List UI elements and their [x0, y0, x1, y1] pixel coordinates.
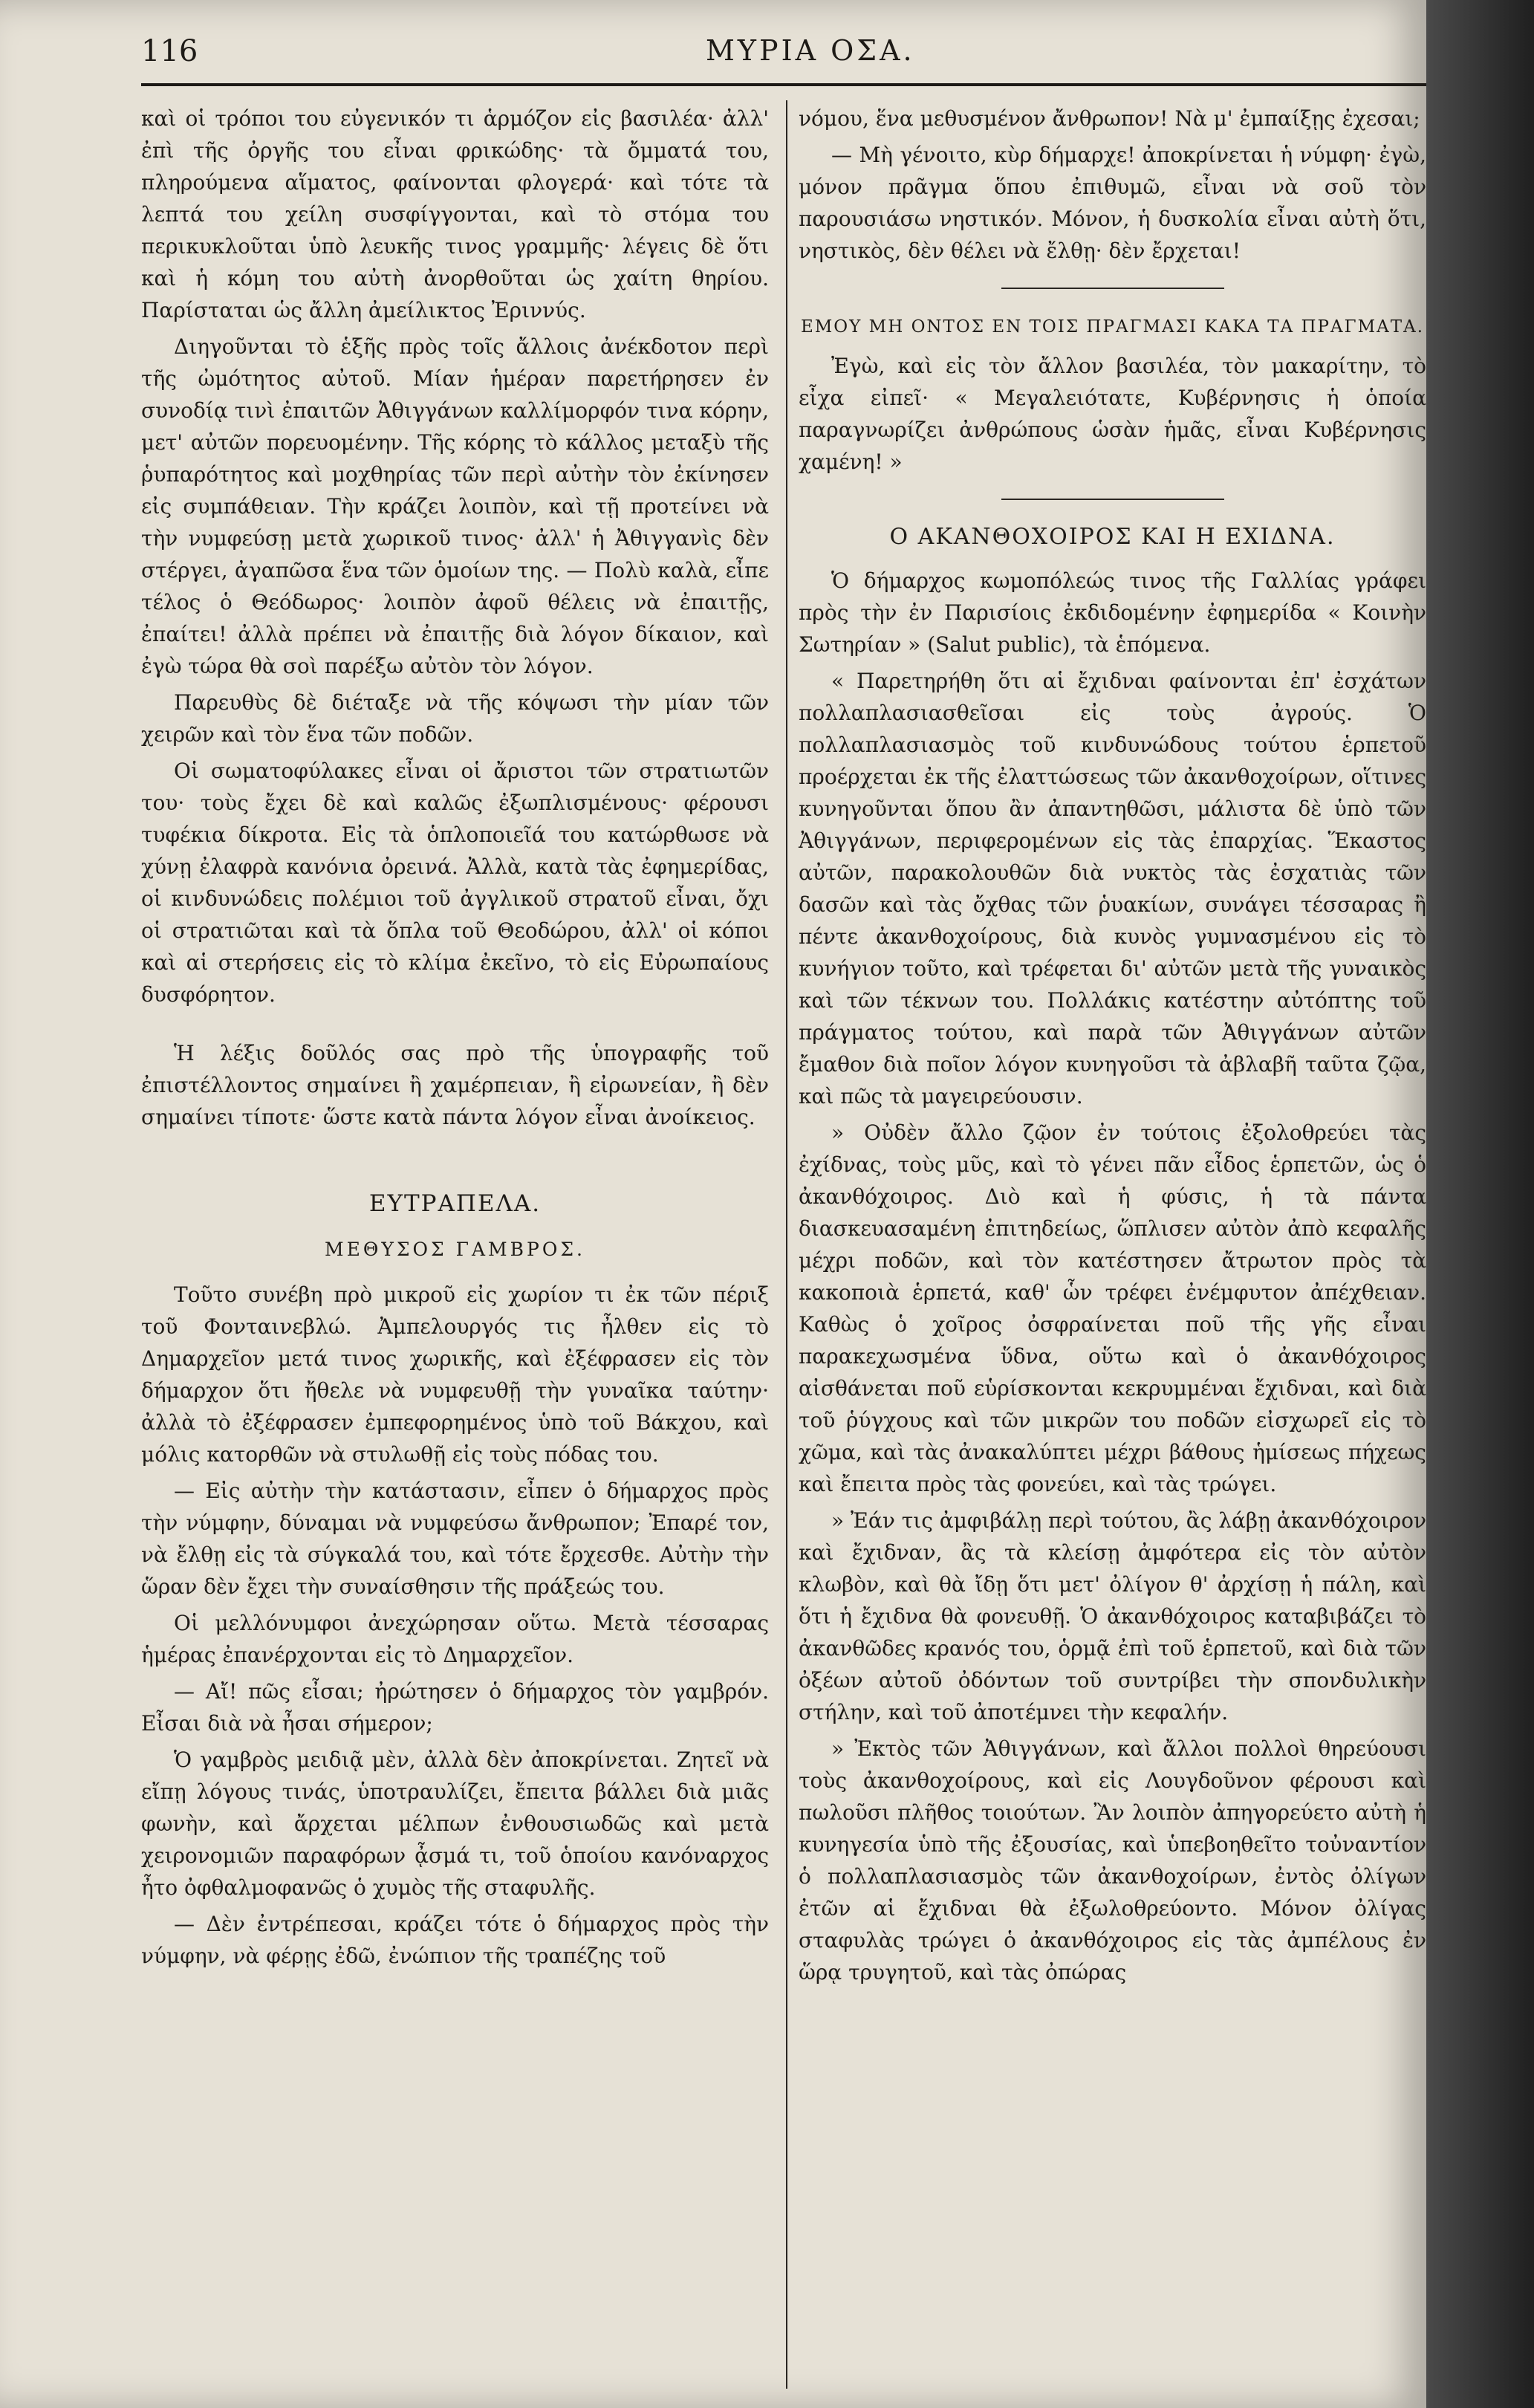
paragraph: Οἱ σωματοφύλακες εἶναι οἱ ἄριστοι τῶν στρατιωτῶν του· τοὺς ἔχει δὲ καὶ καλῶς ἐξωπλισμένους· φέρουσι τυφέκια δίκροτα. Εἰς τὰ ὁπλοποιεῖά του κατώρθωσε νὰ χύνῃ ἐλαφρὰ κανόνια ὀρεινά. Ἀλλὰ, κατὰ τὰς ἐφημερίδας, οἱ κινδυνώδεις πολέμιοι τοῦ ἀγγλικοῦ στρατοῦ εἶναι, ὄχι οἱ στρατιῶται καὶ τὰ ὅπλα τοῦ Θεοδώρου, ἀλλ' οἱ κόποι καὶ αἱ στερήσεις εἰς τὸ κλίμα ἐκεῖνο, τὸ εἰς Εὐρωπαίους δυσφόρητον. — [141, 759, 769, 1007]
column-divider — [786, 100, 787, 2389]
paragraph: — Εἰς αὐτὴν τὴν κατάστασιν, εἶπεν ὁ δήμαρχος πρὸς τὴν νύμφην, δύναμαι νὰ νυμφεύσω ἄνθρωπον; Ἐπαρέ τον, νὰ ἔλθῃ εἰς τὰ σύγκαλά του, καὶ τότε ἔρχεσθε. Αὐτὴν τὴν ὥραν δὲν ἔχει τὴν συναίσθησιν τῆς πράξεώς του. — [141, 1479, 769, 1599]
paragraph: « Παρετηρήθη ὅτι αἱ ἔχιδναι φαίνονται ἐπ' ἐσχάτων πολλαπλασιασθεῖσαι εἰς τοὺς ἀγρούς. Ὁ πολλαπλασιασμὸς τοῦ κινδυνώδους τούτου ἑρπετοῦ προέρχεται ἐκ τῆς ἐλαττώσεως τῶν ἀκανθοχοίρων, οἵτινες κυνηγοῦνται ὅπου ἂν ἀπαντηθῶσι, μάλιστα δὲ ὑπὸ τῶν Ἀθιγγάνων, περιφερομένων εἰς τὰς ἐπαρχίας. Ἕκαστος αὐτῶν, παρακολουθῶν διὰ νυκτὸς τὰς ἐσχατιὰς τῶν δασῶν καὶ τὰς ὄχθας τῶν ῥυακίων, συνάγει τέσσαρας ἢ πέντε ἀκανθοχοίρους, διὰ κυνὸς γυμνασμένου εἰς τὸ κυνήγιον τοῦτο, καὶ τρέφεται δι' αὐτῶν μετὰ τῆς γυναικὸς καὶ τῶν τέκνων του. Πολλάκις κατέστην αὐτόπτης τοῦ πράγματος τούτου, καὶ παρὰ τῶν Ἀθιγγάνων αὐτῶν ἔμαθον διὰ ποῖον λόγον κυνηγοῦσι τὰ ἀβλαβῆ ταῦτα ζῷα, καὶ πῶς τὰ μαγειρεύουσιν. — [799, 669, 1426, 1109]
article-title: Ο ΑΚΑΝΘΟΧΟΙΡΟΣ ΚΑΙ Η ΕΧΙΔΝΑ. — [889, 524, 1336, 550]
paragraph: Ἐγὼ, καὶ εἰς τὸν ἄλλον βασιλέα, τὸν μακαρίτην, τὸ εἶχα εἰπεῖ· « Μεγαλειότατε, Κυβέρνησις ἡ ὁποία παραγνωρίζει ἀνθρώπους ὡσὰν ἡμᾶς, εἶναι Κυβέρνησις χαμένη! » — [799, 354, 1426, 474]
page-number: 116 — [141, 34, 198, 68]
editor-note: Ἡ λέξις δοῦλός σας πρὸ τῆς ὑπογραφῆς τοῦ ἐπιστέλλοντος σημαίνει ἢ χαμέρπειαν, ἢ εἰρωνείαν, ἢ δὲν σημαίνει τίποτε· ὥστε κατὰ πάντα λόγον εἶναι ἀνοίκειος. — [141, 1041, 769, 1129]
paragraph: » Ἐάν τις ἀμφιβάλῃ περὶ τούτου, ἂς λάβῃ ἀκανθόχοιρον καὶ ἔχιδναν, ἂς τὰ κλείσῃ ἀμφότερα εἰς τὸν αὐτὸν κλωβὸν, καὶ θὰ ἴδῃ ὅτι μετ' ὀλίγον θ' ἀρχίσῃ ἡ πάλη, καὶ ὅτι ἡ ἔχιδνα θὰ φονευθῇ. Ὁ ἀκανθόχοιρος καταβιβάζει τὸ ἀκανθῶδες κρανός του, ὁρμᾷ ἐπὶ τοῦ ἑρπετοῦ, καὶ διὰ τῶν ὀξέων αὐτοῦ ὀδόντων τοῦ συντρίβει τὴν σπονδυλικὴν στήλην, καὶ τοῦ ἀποτέμνει τὴν κεφαλήν. — [799, 1508, 1426, 1724]
paragraph: » Ἐκτὸς τῶν Ἀθιγγάνων, καὶ ἄλλοι πολλοὶ θηρεύουσι τοὺς ἀκανθοχοίρους, καὶ εἰς Λουγδοῦνον φέρουσι καὶ πωλοῦσι πλῆθος τοιούτων. Ἂν λοιπὸν ἀπηγορεύετο αὐτὴ ἡ κυνηγεσία ὑπὸ τῆς ἐξουσίας, καὶ ὑπεβοηθεῖτο τοὐναντίον ὁ πολλαπλασιασμὸς τῶν ἀκανθοχοίρων, ἐντὸς ὀλίγων ἐτῶν αἱ ἔχιδναι θὰ ἐξωλοθρεύοντο. Μόνον ὀλίγας σταφυλὰς τρώγει ὁ ἀκανθόχοιρος εἰς τὰς ἀμπέλους ἐν ὥρᾳ τρυγητοῦ, καὶ τὰς ὀπώρας — [799, 1736, 1426, 1985]
page-edge-shadow — [1426, 0, 1534, 2408]
header-rule — [141, 83, 1426, 86]
page-header — [141, 28, 1419, 80]
paragraph: Οἱ μελλόνυμφοι ἀνεχώρησαν οὕτω. Μετὰ τέσσαρας ἡμέρας ἐπανέρχονται εἰς τὸ Δημαρχεῖον. — [141, 1611, 769, 1667]
paragraph: καὶ οἱ τρόποι του εὐγενικόν τι ἁρμόζον εἰς βασιλέα· ἀλλ' ἐπὶ τῆς ὀργῆς του εἶναι φρικώδης· τὰ ὄμματά του, πληρούμενα αἵματος, φαίνονται φλογερά· καὶ τότε τὰ λεπτά του χείλη συσφίγγονται, καὶ τὸ στόμα του περικυκλοῦται ὑπὸ λευκῆς τινος γραμμῆς· λέγεις δὲ ὅτι καὶ ἡ κόμη του αὐτὴ ἀνορθοῦται ὡς χαίτη θηρίου. Παρίσταται ὡς ἄλλη ἀμείλικτος Ἐριννύς. — [141, 106, 769, 322]
right-column — [799, 103, 1426, 1993]
paragraph: — Αἴ! πῶς εἶσαι; ἠρώτησεν ὁ δήμαρχος τὸν γαμβρόν. Εἶσαι διὰ νὰ ἦσαι σήμερον; — [141, 1679, 769, 1736]
separator-rule — [1001, 288, 1224, 289]
paragraph: Τοῦτο συνέβη πρὸ μικροῦ εἰς χωρίον τι ἐκ τῶν πέριξ τοῦ Φονταινεβλώ. Ἀμπελουργός τις ἦλθεν εἰς τὸ Δημαρχεῖον μετά τινος χωρικῆς, καὶ ἐξέφρασεν εἰς τὸν δήμαρχον ὅτι ἤθελε νὰ νυμφευθῇ τὴν γυναῖκα ταύτην· ἀλλὰ τὸ ἐξέφρασεν ἐμπεφορημένος ὑπὸ τοῦ Βάκχου, καὶ μόλις κατορθῶν νὰ στυλωθῇ εἰς τοὺς πόδας του. — [141, 1282, 769, 1467]
paragraph: Διηγοῦνται τὸ ἑξῆς πρὸς τοῖς ἄλλοις ἀνέκδοτον περὶ τῆς ὠμότητος αὐτοῦ. Μίαν ἡμέραν παρετήρησεν ἐν συνοδίᾳ τινὶ ἐπαιτῶν Ἀθιγγάνων καλλίμορφόν τινα κόρην, μετ' αὐτῶν πορευομένην. Τῆς κόρης τὸ κάλλος μεταξὺ τῆς ῥυπαρότητος καὶ μοχθηρίας τῶν περὶ αὐτὴν τὸν ἐκίνησεν εἰς συμπάθειαν. Τὴν κράζει λοιπὸν, καὶ τῇ προτείνει νὰ τὴν νυμφεύσῃ μετὰ χωρικοῦ τινος· ἀλλ' ἡ Ἀθιγγανὶς δὲν στέργει, ἀγαπῶσα ἕνα τῶν ὁμοίων της. — Πολὺ καλὰ, εἶπε τέλος ὁ Θεόδωρος· λοιπὸν ἀφοῦ θέλεις νὰ ἐπαιτῇς, ἐπαίτει! ἀλλὰ πρέπει νὰ ἐπαιτῇς διὰ λόγον δίκαιον, καὶ ἐγὼ τώρα θὰ σοὶ παρέξω αὐτὸν τὸν λόγον. — [141, 334, 769, 678]
paragraph: νόμου, ἕνα μεθυσμένον ἄνθρωπον! Νὰ μ' ἐμπαίξῃς ἐχεσαι; — [799, 106, 1420, 131]
separator-rule — [1001, 499, 1224, 500]
paragraph: — Δὲν ἐντρέπεσαι, κράζει τότε ὁ δήμαρχος πρὸς τὴν νύμφην, νὰ φέρῃς ἐδῶ, ἐνώπιον τῆς τραπέζης τοῦ — [141, 1912, 769, 1968]
paragraph: Ὁ δήμαρχος κωμοπόλεώς τινος τῆς Γαλλίας γράφει πρὸς τὴν ἐν Παρισίοις ἐκδιδομένην ἐφημερίδα « Κοινὴν Σωτηρίαν » (Salut public), τὰ ἑπόμενα. — [799, 568, 1426, 657]
paragraph: » Οὐδὲν ἄλλο ζῷον ἐν τούτοις ἐξολοθρεύει τὰς ἐχίδνας, τοὺς μῦς, καὶ τὸ γένει πᾶν εἶδος ἑρπετῶν, ὡς ὁ ἀκανθόχοιρος. Διὸ καὶ ἡ φύσις, ἡ τὰ πάντα διασκευασαμένη ἐπιτηδείως, ὥπλισεν αὐτὸν ἀπὸ κεφαλῆς μέχρι ποδῶν, καὶ τὸν κατέστησεν ἄτρωτον πρὸς τὰ κακοποιὰ ἑρπετά, καθ' ὧν τρέφει ἐνέμφυτον ἀπέχθειαν. Καθὼς ὁ χοῖρος ὀσφραίνεται ποῦ τῆς γῆς εἶναι παρακεχωσμένα ὕδνα, οὕτω καὶ ὁ ἀκανθόχοιρος αἰσθάνεται ποῦ εὑρίσκονται κεκρυμμέναι ἔχιδναι, καὶ διὰ τοῦ ῥύγχους καὶ τῶν μικρῶν του ποδῶν εἰσχωρεῖ εἰς τὸ χῶμα, καὶ τὰς ἀνακαλύπτει μέχρι βάθους ἡμίσεως πήχεως καὶ ἔπειτα πρὸς τὰς φονεύει, καὶ τὰς τρώγει. — [799, 1120, 1426, 1496]
left-column — [141, 103, 769, 1976]
article-title: ΕΜΟΥ ΜΗ ΟΝΤΟΣ ΕΝ ΤΟΙΣ ΠΡΑΓΜΑΣΙ ΚΑΚΑ ΤΑ ΠΡΑΓΜΑΤΑ. — [800, 317, 1425, 337]
section-title: ΕΥΤΡΑΠΕΛΑ. — [368, 1190, 542, 1217]
paragraph: Παρευθὺς δὲ διέταξε νὰ τῆς κόψωσι τὴν μίαν τῶν χειρῶν καὶ τὸν ἕνα τῶν ποδῶν. — [141, 690, 769, 747]
paragraph: — Μὴ γένοιτο, κὺρ δήμαρχε! ἀποκρίνεται ἡ νύμφη· ἐγὼ, μόνον πρᾶγμα ὅπου ἐπιθυμῶ, εἶναι νὰ σοῦ τὸν παρουσιάσω νηστικόν. Μόνον, ἡ δυσκολία εἶναι αὐτὴ ὅτι, νηστικὸς, δὲν θέλει νὰ ἔλθῃ· δὲν ἔρχεται! — [799, 143, 1426, 263]
running-head: ΜΥΡΙΑ ΟΣΑ. — [706, 34, 915, 67]
section-subtitle: ΜΕΘΥΣΟΣ ΓΑΜΒΡΟΣ. — [325, 1239, 585, 1260]
paragraph: Ὁ γαμβρὸς μειδιᾷ μὲν, ἀλλὰ δὲν ἀποκρίνεται. Ζητεῖ νὰ εἴπῃ λόγους τινάς, ὑποτραυλίζει, ἔπειτα βάλλει διὰ μιᾶς φωνὴν, καὶ ἄρχεται μέλπων ἐνθουσιωδῶς καὶ μετὰ χειρονομιῶν παραφόρων ᾆσμά τι, τοῦ ὁποίου κανόναρχος ἦτο ὀφθαλμοφανῶς ὁ χυμὸς τῆς σταφυλῆς. — [141, 1747, 769, 1900]
